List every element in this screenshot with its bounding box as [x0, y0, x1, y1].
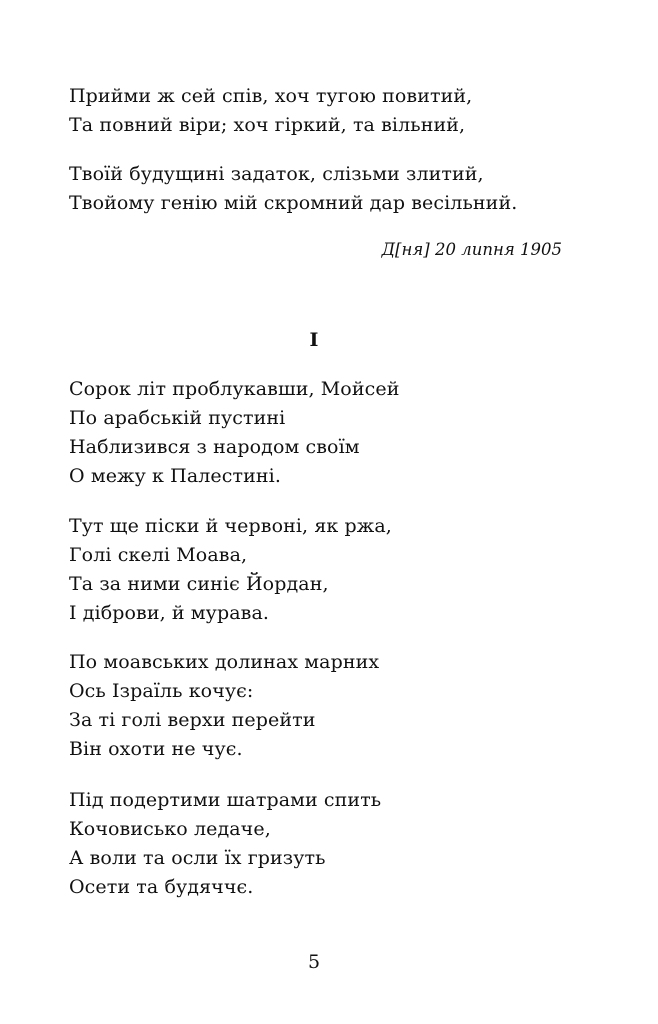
verse-line: Тут ще піски й червоні, як ржа,	[69, 515, 392, 537]
verse-line: Кочовисько ледаче,	[69, 818, 271, 840]
verse-line: Твоїй будущині задаток, слізьми злитий,	[69, 163, 484, 185]
verse-line: Осети та будяччє.	[69, 876, 254, 898]
poem-stanza-2	[69, 512, 392, 628]
verse-line: Голі скелі Моава,	[69, 544, 248, 566]
page-number: 5	[307, 951, 321, 973]
verse-line: А воли та осли їх гризуть	[69, 847, 326, 869]
verse-line: Сорок літ проблукавши, Мойсей	[69, 378, 400, 400]
section-heading: I	[309, 329, 319, 351]
verse-line: Та повний віри; хоч гіркий, та вільний,	[69, 114, 466, 136]
dedication-stanza-2	[69, 160, 517, 218]
dedication-stanza-1	[69, 82, 472, 140]
verse-line: По арабській пустині	[69, 407, 286, 429]
verse-line: О межу к Палестині.	[69, 465, 281, 487]
verse-line: Та за ними синіє Йордан,	[69, 573, 329, 595]
poem-stanza-4	[69, 786, 381, 902]
verse-line: Наблизився з народом своїм	[69, 436, 360, 458]
verse-line: Прийми ж сей спів, хоч тугою повитий,	[69, 85, 473, 107]
dedication-date: Д[ня] 20 липня 1905	[381, 240, 562, 259]
verse-line: Під подертими шатрами спить	[69, 789, 382, 811]
verse-line: За ті голі верхи перейти	[69, 709, 316, 731]
poem-stanza-1	[69, 375, 399, 491]
verse-line: Твойому генію мій скромний дар весільний.	[69, 192, 518, 214]
verse-line: Ось Ізраїль кочує:	[69, 680, 254, 702]
verse-line: І діброви, й мурава.	[69, 602, 270, 624]
poem-stanza-3	[69, 648, 379, 764]
verse-line: Він охоти не чує.	[69, 738, 243, 760]
verse-line: По моавських долинах марних	[69, 651, 380, 673]
